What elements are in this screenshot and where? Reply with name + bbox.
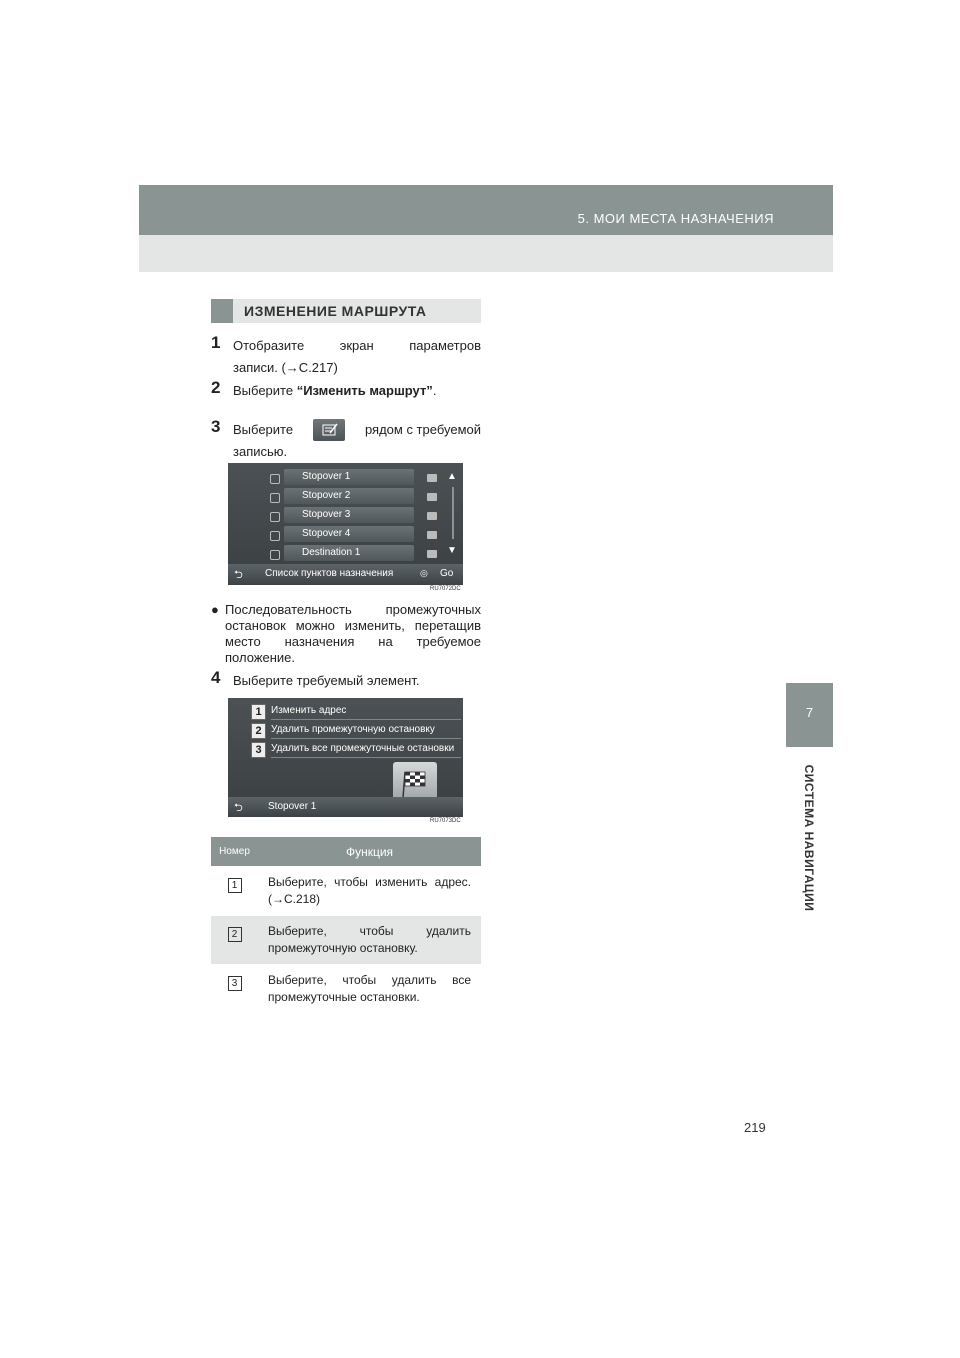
section-header xyxy=(211,299,481,323)
bullet-text: Последовательность промежуточных остановок можно изменить, перетащив место назначения на требуемое положение. xyxy=(225,602,481,665)
edit-icon[interactable] xyxy=(427,493,437,501)
flag-icon xyxy=(270,550,280,560)
table-row xyxy=(211,965,481,1016)
back-icon[interactable]: ⮌ xyxy=(234,569,243,581)
pin-icon xyxy=(270,474,280,484)
step-suffix: рядом с требуемой xyxy=(364,422,481,437)
row-function: Выберите, чтобы удалить все промежуточные остановки. xyxy=(258,965,481,1016)
column-header: Номер xyxy=(211,837,258,867)
scroll-up-icon[interactable]: ▲ xyxy=(447,471,457,482)
chapter-tab-label: СИСТЕМА НАВИГАЦИИ xyxy=(802,764,816,912)
step-text xyxy=(211,419,481,441)
list-item[interactable]: Stopover 2 xyxy=(284,488,414,504)
edit-icon[interactable] xyxy=(427,512,437,520)
row-number xyxy=(211,867,258,916)
scroll-down-icon[interactable]: ▼ xyxy=(447,545,457,556)
step-bold: “Изменить маршрут” xyxy=(296,383,433,398)
step-text: Выберите требуемый элемент. xyxy=(233,673,420,688)
pin-icon xyxy=(270,531,280,541)
function-table xyxy=(211,837,481,1015)
route-icon: ◎ xyxy=(420,568,428,578)
step-number: 3 xyxy=(211,417,221,436)
header-subband xyxy=(139,235,833,272)
step-prefix: Выберите xyxy=(233,383,297,398)
screen-title: Список пунктов назначения xyxy=(265,568,394,579)
header-band xyxy=(139,185,833,235)
option-label: Удалить все промежуточные остановки xyxy=(271,743,455,754)
edit-icon[interactable] xyxy=(427,474,437,482)
step-suffix: . xyxy=(432,383,437,398)
callout-number: 1 xyxy=(251,704,266,720)
image-code: RU7072DC xyxy=(430,586,461,592)
list-item[interactable]: Destination 1 xyxy=(284,545,414,561)
screen-footer xyxy=(228,797,463,817)
edit-icon[interactable] xyxy=(427,531,437,539)
step-1 xyxy=(211,335,481,379)
step-prefix: Выберите xyxy=(233,422,294,437)
step-number: 1 xyxy=(211,333,221,352)
pin-icon xyxy=(270,493,280,503)
section-title: ИЗМЕНЕНИЕ МАРШРУТА xyxy=(244,303,427,319)
step-4 xyxy=(211,670,481,692)
screen-title: Stopover 1 xyxy=(268,801,317,812)
list-item[interactable]: Stopover 1 xyxy=(284,469,414,485)
chapter-title: 5. МОИ МЕСТА НАЗНАЧЕНИЯ xyxy=(577,211,774,226)
bullet-icon: ● xyxy=(211,602,219,617)
list-item[interactable]: Stopover 4 xyxy=(284,526,414,542)
step-number: 2 xyxy=(211,378,221,397)
number-box: 1 xyxy=(228,878,242,893)
bullet-note xyxy=(211,602,481,666)
page-number: 219 xyxy=(744,1120,766,1135)
edit-icon[interactable] xyxy=(427,550,437,558)
section-marker xyxy=(211,299,233,323)
number-box: 3 xyxy=(228,976,242,991)
divider xyxy=(271,719,461,720)
callout-number: 2 xyxy=(251,723,266,739)
step-number: 4 xyxy=(211,668,221,687)
divider xyxy=(271,757,461,758)
go-button[interactable]: Go xyxy=(440,568,454,579)
step-text xyxy=(211,380,481,402)
row-number xyxy=(211,916,258,965)
number-box: 2 xyxy=(228,927,242,942)
divider xyxy=(271,738,461,739)
list-item[interactable]: Stopover 3 xyxy=(284,507,414,523)
step-text: Отобразите экран параметров xyxy=(233,338,481,353)
row-number xyxy=(211,965,258,1016)
step-text-cont: записи. (→С.217) xyxy=(233,360,338,375)
option-label: Изменить адрес xyxy=(271,705,347,716)
chapter-tab-number: 7 xyxy=(786,683,833,747)
table-row xyxy=(211,916,481,965)
back-icon[interactable]: ⮌ xyxy=(234,802,243,814)
callout-number: 3 xyxy=(251,742,266,758)
step-text-cont: записью. xyxy=(233,444,288,459)
row-function: Выберите, чтобы удалить промежуточную остановку. xyxy=(258,916,481,965)
image-code: RU7073DC xyxy=(430,818,461,824)
edit-icon xyxy=(313,419,345,441)
row-function: Выберите, чтобы изменить адрес. (→С.218) xyxy=(258,867,481,916)
pin-icon xyxy=(270,512,280,522)
step-2 xyxy=(211,380,481,402)
column-header: Функция xyxy=(258,837,481,867)
table-row xyxy=(211,867,481,916)
option-label: Удалить промежуточную остановку xyxy=(271,724,435,735)
scrollbar[interactable] xyxy=(452,487,454,539)
step-3 xyxy=(211,419,481,463)
